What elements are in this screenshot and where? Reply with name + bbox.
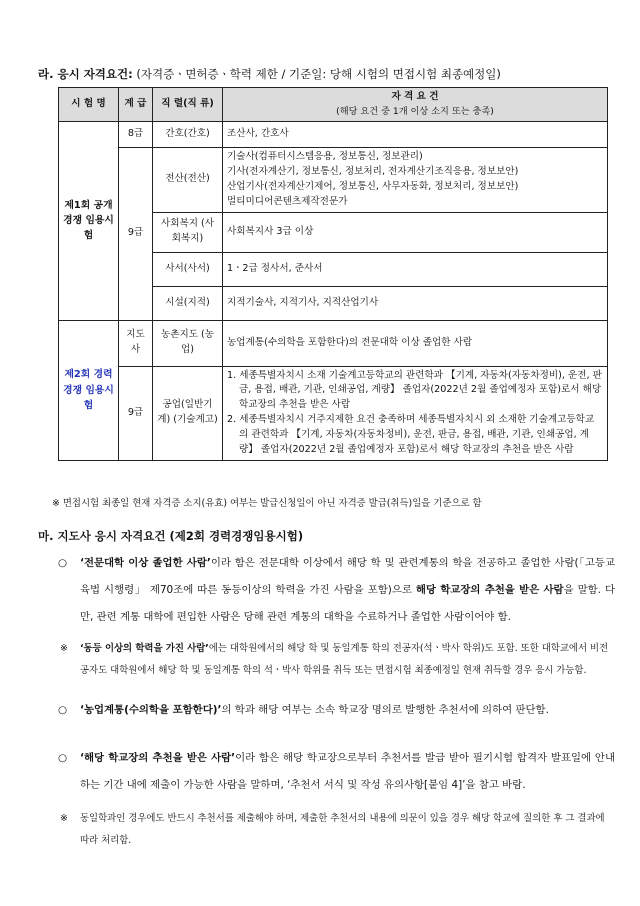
note-same-department [60, 808, 616, 852]
item-principal-recommendation-body [80, 745, 615, 799]
series-librarian: 사서(사서) [153, 252, 223, 286]
qual-facility: 지적기술사, 지적기사, 지적산업기사 [223, 286, 608, 320]
item2-text: 의 학과 해당 여부는 소속 학교장 명의로 발행한 추천서에 의하여 판단함. [221, 704, 549, 716]
qual-computer-line: 산업기사(전자계산기제어, 정보통신, 사무자동화, 정보처리, 정보보안) [227, 180, 519, 192]
header-qualification-title: 자 격 요 건 [391, 91, 439, 102]
qual-general-item-2: 2. 세종특별자치시 거주지제한 요건 충족하며 세종특별자치시 외 소재한 기술계고등학교의 관련학과 【기계, 자동차(자동차정비), 운전, 판금, 용접, 배관, 기관, 인쇄공업, 계량】 졸업자(2022년 2월 졸업예정자 포함)로서 해당 학교장의 추천을 받은 사람 [227, 414, 595, 455]
qual-nurse: 조산사, 간호사 [223, 122, 608, 148]
table-row [59, 366, 608, 460]
qual-librarian: 1ㆍ2급 정사서, 준사서 [223, 252, 608, 286]
series-welfare: 사회복지 (사회복지) [153, 212, 223, 252]
circle-bullet-icon: ○ [58, 704, 68, 716]
note-equivalent-degree [60, 638, 616, 682]
table-row [59, 122, 608, 148]
note-equivalent-degree-body [80, 638, 616, 682]
qual-computer [223, 148, 608, 212]
qual-computer-line: 기사(전자계산기, 정보통신, 정보처리, 전자계산기조직응용, 정보보안) [227, 165, 519, 177]
table-header-row [59, 88, 608, 122]
qual-general [223, 366, 608, 460]
series-computer: 전산(전산) [153, 148, 223, 212]
circle-bullet-icon: ○ [58, 557, 68, 569]
exam2-name: 제2회 경력경쟁 임용시험 [59, 320, 119, 460]
section-ra-heading: 라. 응시 자격요건: [38, 67, 133, 81]
qualification-table [58, 87, 608, 461]
series-instructor: 농촌지도 (농업) [153, 320, 223, 366]
header-qualification [223, 88, 608, 122]
item-agriculture [60, 697, 615, 724]
item-college-graduate-body [80, 550, 615, 631]
header-series: 직 렬(직 류) [153, 88, 223, 122]
item-agriculture-body [80, 697, 615, 724]
table-footnote: ※ 면접시험 최종일 현재 자격증 소지(유효) 여부는 발급신청일이 아닌 자격증 발급(취득)일을 기준으로 함 [52, 498, 482, 509]
item2-bold-term: ‘농업계통(수의학을 포함한다)’ [80, 704, 222, 716]
section-ra-subtext: (자격증ㆍ면허증ㆍ학력 제한 / 기준일: 당해 시험의 면접시험 최종예정일) [132, 67, 501, 81]
item3-bold-term: ‘해당 학교장의 추천을 받은 사람’ [80, 752, 236, 764]
item1-text-tail: 을 말함. 다만, 관련 계통 대학에 편입한 사람은 당해 관련 계통의 대학을 수료하거나 졸업한 사람이어야 함. [80, 584, 615, 623]
series-nurse: 간호(간호) [153, 122, 223, 148]
qual-welfare: 사회복지사 3급 이상 [223, 212, 608, 252]
item-principal-recommendation [60, 745, 615, 799]
note-same-department-body: 동일학과인 경우에도 반드시 추천서를 제출해야 하며, 제출한 추천서의 내용에 의문이 있을 경우 해당 학교에 질의한 후 그 결과에 따라 처리함. [80, 813, 605, 846]
table-row [59, 320, 608, 366]
header-qualification-sub: (해당 요건 중 1개 이상 소지 또는 충족) [336, 105, 494, 117]
qual-computer-line: 멀티미디어콘텐츠제작전문가 [227, 195, 348, 207]
header-exam: 시 험 명 [59, 88, 119, 122]
qual-instructor: 농업계통(수의학을 포함한다)의 전문대학 이상 졸업한 사람 [223, 320, 608, 366]
grade-general: 9급 [119, 366, 153, 460]
item3-text: 이라 함은 해당 학교장으로부터 추천서를 발급 받아 필기시험 합격자 발표일에 안내하는 기간 내에 제출이 가능한 사람을 말하며, ‘추천서 서식 및 작성 유의사항[붙임 4]’을 참고 바람. [80, 752, 615, 791]
qual-general-item-1: 1. 세종특별자치시 소재 기술계고등학교의 관련학과 【기계, 자동차(자동차정비), 운전, 판금, 용접, 배관, 기관, 인쇄공업, 계량】 졸업자(2022년 2월 졸업예정자 포함)로서 해당 학교장의 추천을 받은 사람 [227, 369, 602, 411]
header-grade: 계 급 [119, 88, 153, 122]
exam1-grade-8: 8급 [119, 122, 153, 148]
qual-computer-line: 기술사(컴퓨터시스템응용, 정보통신, 정보관리) [227, 151, 423, 163]
section-ma-heading: 마. 지도사 응시 자격요건 (제2회 경력경쟁임용시험) [38, 529, 304, 543]
item1-bold-term: ‘전문대학 이상 졸업한 사람’ [80, 557, 211, 569]
note1-text: 에는 대학원에서의 해당 학 및 동일계통 학의 전공자(석ㆍ박사 학위)도 포함. 또한 대학교에서 비전공자도 대학원에서 해당 학 및 동일계통 학의 석ㆍ박사 학위를 취득 또는 면접시험 최종예정일 현재 취득할 경우 응시 가능함. [80, 643, 609, 676]
grade-instructor: 지도사 [119, 320, 153, 366]
exam1-name: 제1회 공개경쟁 임용시험 [59, 122, 119, 320]
circle-bullet-icon: ○ [58, 752, 68, 764]
series-general: 공업(일반기계) (기술계고) [153, 366, 223, 460]
series-facility: 시설(지적) [153, 286, 223, 320]
item1-bold-recommend: 해당 학교장의 추천을 받은 사람 [415, 584, 564, 596]
item1-text: 이라 함은 전문대학 이상에서 해당 학 및 관련계통의 학을 전공하고 졸업한 사람(「고등교육법 시행령」 제70조에 따른 동등이상의 학력을 가진 사람을 포함)으로 [80, 557, 615, 596]
note1-bold-term: ‘동등 이상의 학력을 가진 사람’ [80, 643, 209, 654]
item-college-graduate [60, 550, 615, 631]
reference-mark-icon: ※ [60, 643, 68, 654]
reference-mark-icon: ※ [60, 813, 68, 824]
exam1-grade-9: 9급 [119, 148, 153, 320]
table-row [59, 148, 608, 212]
section-ra-title [38, 66, 501, 82]
